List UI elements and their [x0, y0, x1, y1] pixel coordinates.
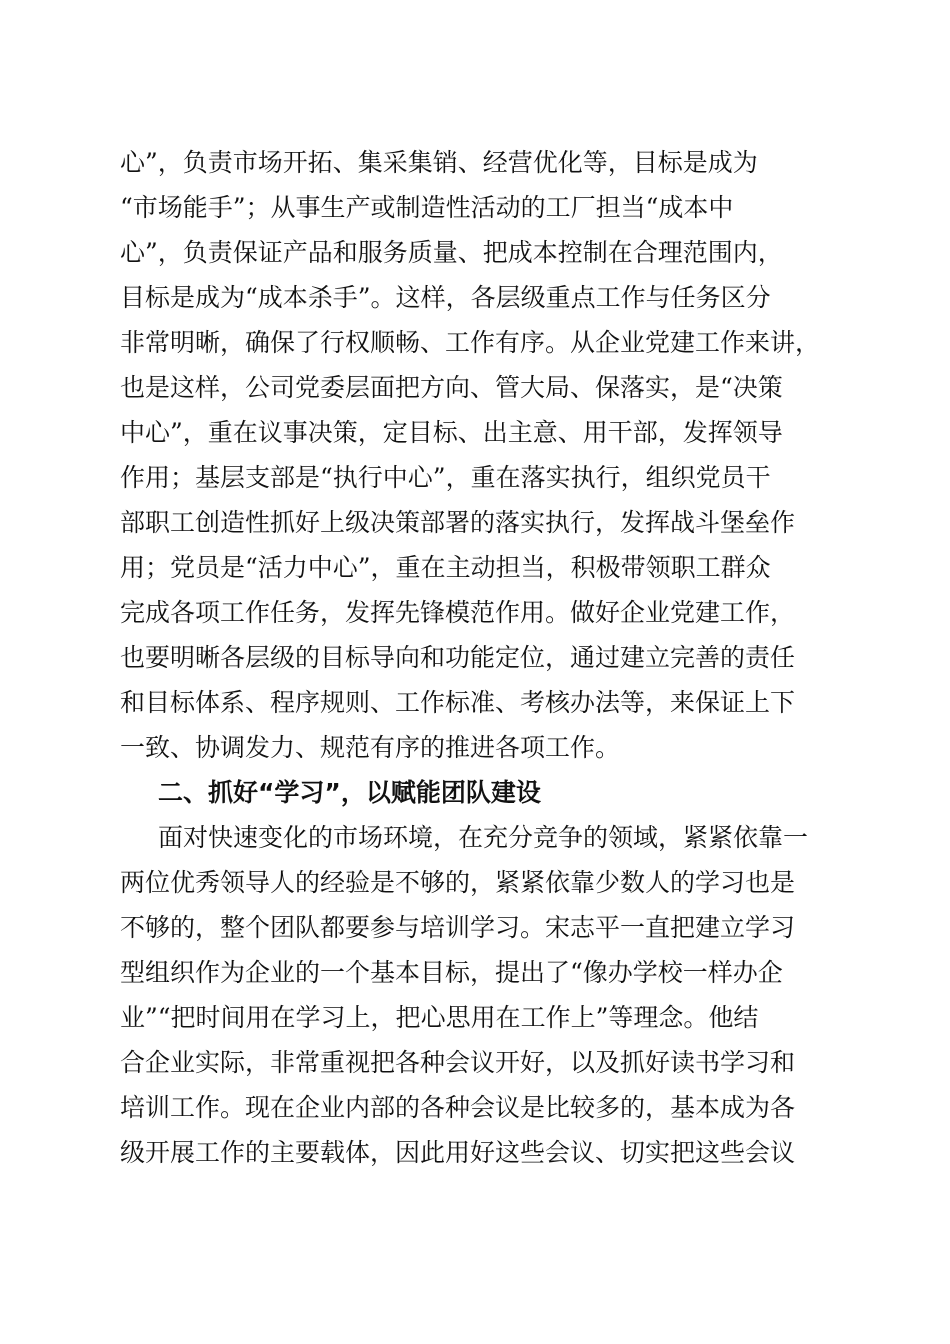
text-line: 部职工创造性抓好上级决策部署的落实执行，发挥战斗堡垒作 [120, 508, 796, 537]
section-heading: 二、抓好“学习”，以赋能团队建设 [158, 778, 541, 807]
text-line: 两位优秀领导人的经验是不够的，紧紧依靠少数人的学习也是 [120, 868, 796, 897]
text-line: 也是这样，公司党委层面把方向、管大局、保落实，是“决策 [120, 373, 783, 402]
document-body [120, 140, 840, 1175]
text-line: 作用；基层支部是“执行中心”，重在落实执行，组织党员干 [120, 463, 771, 492]
text-line: 也要明晰各层级的目标导向和功能定位，通过建立完善的责任 [120, 643, 796, 672]
text-line: 目标是成为“成本杀手”。这样，各层级重点工作与任务区分 [120, 283, 771, 312]
text-line: 非常明晰，确保了行权顺畅、工作有序。从企业党建工作来讲， [120, 328, 821, 357]
text-line: 一致、协调发力、规范有序的推进各项工作。 [120, 733, 621, 762]
text-line: 型组织作为企业的一个基本目标，提出了“像办学校一样办企 [120, 958, 783, 987]
text-line: 完成各项工作任务，发挥先锋模范作用。做好企业党建工作， [120, 598, 796, 627]
text-line: “市场能手”；从事生产或制造性活动的工厂担当“成本中 [120, 193, 734, 222]
text-line: 合企业实际，非常重视把各种会议开好，以及抓好读书学习和 [120, 1048, 796, 1077]
text-line: 级开展工作的主要载体，因此用好这些会议、切实把这些会议 [120, 1138, 796, 1167]
text-line: 培训工作。现在企业内部的各种会议是比较多的，基本成为各 [120, 1093, 796, 1122]
text-line: 用；党员是“活力中心”，重在主动担当，积极带领职工群众 [120, 553, 771, 582]
text-line: 和目标体系、程序规则、工作标准、考核办法等，来保证上下 [120, 688, 796, 717]
text-line: 心”，负责保证产品和服务质量、把成本控制在合理范围内， [120, 238, 783, 267]
text-line: 面对快速变化的市场环境，在充分竞争的领域，紧紧依靠一 [158, 823, 809, 852]
text-line: 中心”，重在议事决策，定目标、出主意、用干部，发挥领导 [120, 418, 783, 447]
text-line: 不够的，整个团队都要参与培训学习。宋志平一直把建立学习 [120, 913, 796, 942]
text-line: 心”，负责市场开拓、集采集销、经营优化等，目标是成为 [120, 148, 758, 177]
text-line: 业”“把时间用在学习上，把心思用在工作上”等理念。他结 [120, 1003, 759, 1032]
